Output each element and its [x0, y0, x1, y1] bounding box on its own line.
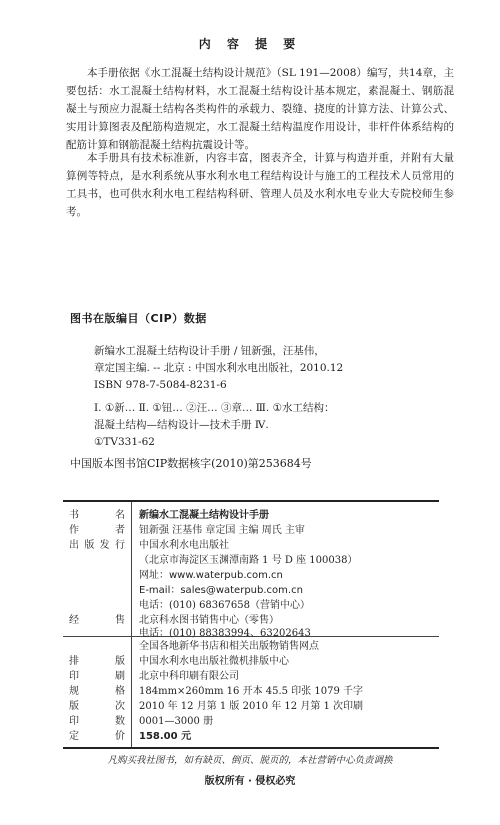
print-run-value: 0001—3000 册	[139, 716, 214, 727]
label-print-run: 印 数	[69, 716, 125, 727]
copyright-info-table	[63, 500, 439, 749]
publisher-website: 网址：www.waterpub.com.cn	[139, 570, 283, 581]
publisher-name: 中国水利水电出版社	[139, 540, 229, 551]
summary-title: 内 容 提 要	[198, 37, 302, 51]
publisher-address: （北京市海淀区玉渊潭南路 1 号 D 座 100038）	[139, 555, 358, 566]
label-author: 作 者	[69, 525, 125, 536]
price-value: 158.00 元	[139, 731, 192, 742]
copyright-notice: 版权所有 · 侵权必究	[204, 776, 296, 787]
label-title: 书 名	[69, 510, 125, 521]
summary-paragraph-2: 本手册具有技术标准新，内容丰富，图表齐全，计算与构造并重，并附有大量算例等特点，是水利系统从事水利水电工程结构设计与施工的工程技术人员常用的工具书，也可供水利水电工程结构科研、管理人员及水利水电专业大专院校师生参考。	[66, 152, 454, 218]
label-edition: 版 次	[69, 701, 125, 712]
label-typesetting: 排 版	[69, 656, 125, 667]
distributor-name: 北京科水图书销售中心（零售）	[139, 615, 279, 626]
cip-description-line: 章定国主编. -- 北京 : 中国水利水电出版社，2010.12	[94, 362, 344, 374]
label-publisher: 出版发行	[69, 540, 125, 551]
publisher-email: E-mail：sales@waterpub.com.cn	[139, 585, 303, 596]
cip-description	[70, 343, 464, 394]
distributor-phone: 电话：(010) 88383994、63202643	[139, 628, 311, 639]
cip-heading: 图书在版编目（CIP）数据	[70, 312, 207, 325]
summary-paragraph-1: 本手册依据《水工混凝土结构设计规范》（SL 191—2008）编写，共14章，主要包括：水工混凝土结构材料，水工混凝土结构设计基本规定，素混凝土、钢筋混凝土与预应力混凝土结构各类构件的承载力、裂缝、挠度的计算方法、计算公式、实用计算图表及配筋构造规定，水工混凝土结构温度作用设计，非杆件体系结构的配筋计算和钢筋混凝土结构抗震设计等。	[66, 67, 454, 151]
cip-classification-line: Ⅰ. ①新… Ⅱ. ①钮… ②汪… ③章… Ⅲ. ①水工结构：	[94, 402, 335, 414]
author-value: 钮新强 汪基伟 章定国 主编 周氏 主审	[139, 525, 305, 536]
cip-classification-line: 混凝土结构—结构设计—技术手册 Ⅳ.	[94, 419, 269, 431]
label-distributor: 经 售	[69, 615, 125, 626]
label-price: 定 价	[69, 731, 125, 742]
cip-data-number: 中国版本图书馆CIP数据核字(2010)第253684号	[70, 457, 312, 470]
label-printing: 印 刷	[69, 671, 125, 682]
book-title-value: 新编水工混凝土结构设计手册	[139, 510, 269, 521]
cip-classification-line: ①TV331-62	[94, 436, 155, 448]
publisher-phone: 电话：(010) 68367658（营销中心）	[139, 600, 310, 611]
label-format: 规 格	[69, 686, 125, 697]
cip-isbn: ISBN 978-7-5084-8231-6	[94, 379, 227, 391]
cip-description-line: 新编水工混凝土结构设计手册 / 钮新强，汪基伟，	[94, 345, 325, 357]
typesetting-value: 中国水利水电出版社微机排版中心	[139, 656, 289, 667]
printing-value: 北京中科印刷有限公司	[139, 671, 239, 682]
table-divider	[131, 502, 132, 747]
replacement-notice: 凡购买我社图书，如有缺页、倒页、脱页的，本社营销中心负责调换	[107, 755, 393, 766]
edition-value: 2010 年 12 月第 1 版 2010 年 12 月第 1 次印刷	[139, 701, 364, 712]
distributor-outlets: 全国各地新华书店和相关出版物销售网点	[139, 641, 319, 652]
cip-classification	[70, 400, 464, 451]
format-value: 184mm×260mm 16 开本 45.5 印张 1079 千字	[139, 686, 363, 697]
